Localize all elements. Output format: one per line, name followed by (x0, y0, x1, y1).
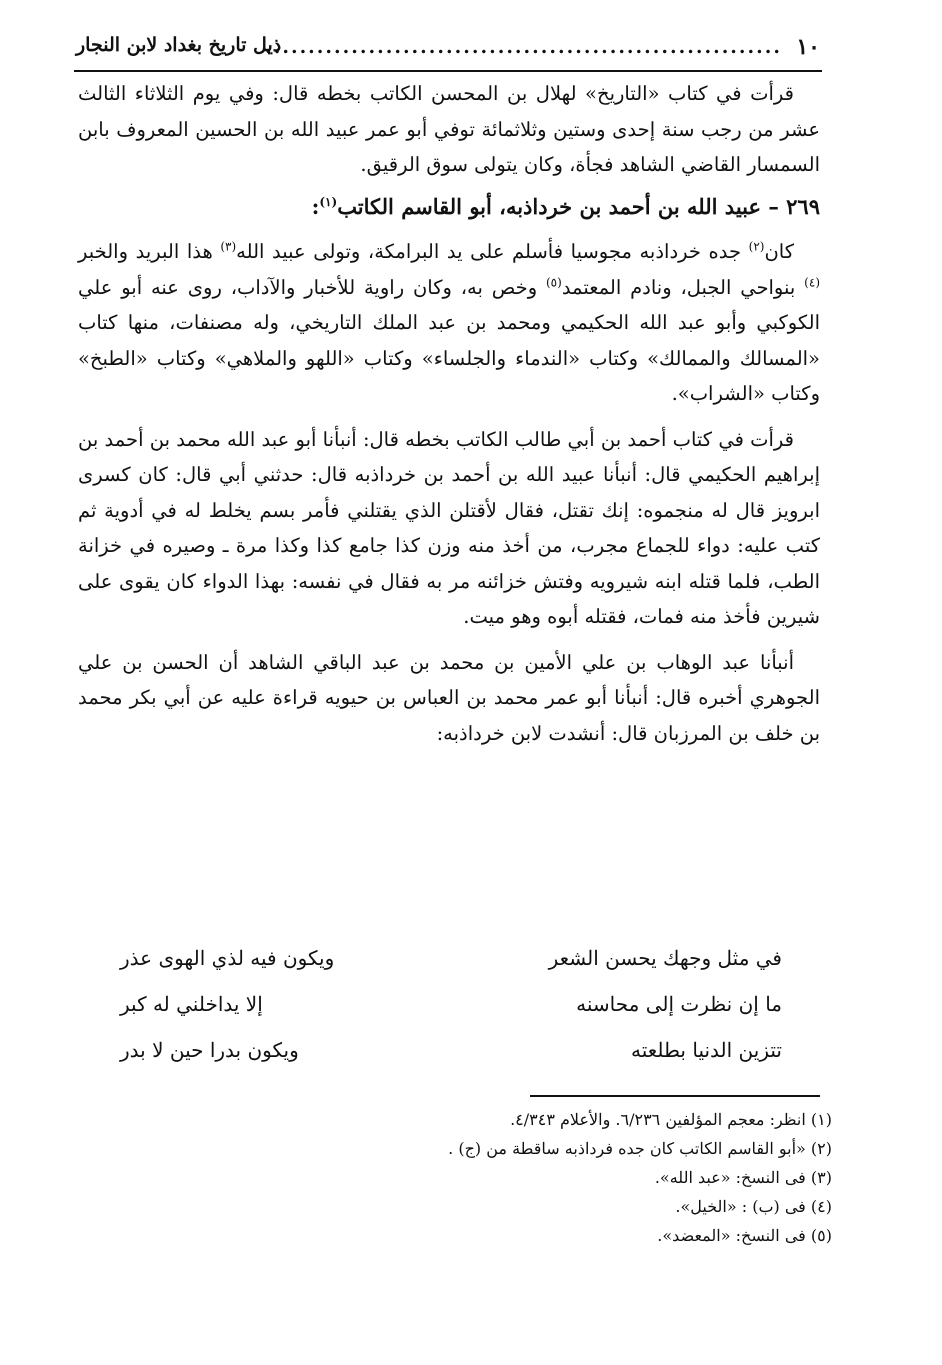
paragraph-3: قرأت في كتاب أحمد بن أبي طالب الكاتب بخطه قال: أنبأنا أبو عبد الله محمد بن أحمد بن إبراهيم الحكيمي قال: أنبأنا عبيد الله بن أحمد بن خرداذبه قال: حدثني أبي قال: كان كسرى ابرويز قال له منجموه: إنك تقتل، فقال لأقتلن الذي يقتلني فأمر بسم يخلط له في أدوية ثم كتب عليه: دواء للجماع مجرب، من أخذ منه وزن كذا جامع كذا وكذا مرة ـ وصيره في خزانة الطب، فلما قتله ابنه شيرويه وفتش خزائنه مر به فقال في نفسه: بهذا الدواء كان يقوى على شيرين فأخذ منه فمات، فقتله أبوه وهو ميت. (78, 427, 820, 628)
footnote-5: (٥) فى النسخ: «المعضد». (657, 1226, 832, 1245)
paragraph-4: أنبأنا عبد الوهاب بن علي الأمين بن محمد بن عبد الباقي الشاهد أن الحسن بن علي الجوهري أخبره قال: أنبأنا أبو عمر محمد بن العباس بن حيويه قراءة عليه عن أبي بكر محمد بن خلف بن المرزبان قال: أنشدت لابن خرداذبه: (78, 650, 820, 745)
footnote-ref-1: (١) (319, 194, 338, 209)
entry-heading-text: ٢٦٩ – عبيد الله بن أحمد بن خرداذبه، أبو القاسم الكاتب (337, 193, 820, 219)
header-rule (74, 70, 822, 72)
entry-heading-colon: : (311, 193, 320, 219)
p2-part-a: كان (764, 240, 794, 263)
footnote-separator (530, 1095, 820, 1097)
footnote-1: (١) انظر: معجم المؤلفين ٦/٢٣٦. والأعلام ٤/٣٤٣. (510, 1110, 832, 1129)
poem-verse (120, 1038, 782, 1084)
paragraph-1: قرأت في كتاب «التاريخ» لهلال بن المحسن الكاتب بخطه قال: وفي يوم الثلاثاء الثالث عشر من رجب سنة إحدى وستين وثلاثمائة توفي أبو عمر عبيد الله بن الحسين المعروف بابن السمسار القاضي الشاهد فجأة، وكان يتولى سوق الرقيق. (78, 82, 820, 176)
header-dot-leader: ............................................................ (265, 36, 782, 58)
verse-first-hemistich: تتزين الدنيا بطلعته (631, 1038, 782, 1062)
running-title: ذيل تاريخ بغداد لابن النجار (76, 34, 282, 56)
poem-verse (120, 946, 782, 992)
verse-first-hemistich: ما إن نظرت إلى محاسنه (576, 992, 782, 1016)
paragraph-2 (78, 234, 820, 412)
p2-part-e: وخص به، وكان راوية للأخبار والآداب، روى عنه أبو علي الكوكبي وأبو عبد الله الحكيمي ومحمد بن عبد الملك التاريخي، وله مصنفات، منها كتاب «المسالك والممالك» وكتاب «الندماء والجلساء» وكتاب «اللهو والملاهي» وكتاب «الطبخ» وكتاب «الشراب». (78, 275, 820, 405)
p2-part-d: بنواحي الجبل، ونادم المعتمد (561, 275, 805, 299)
footnote-ref-4: (٤) (804, 275, 820, 289)
entry-heading (78, 189, 820, 225)
page-number: ١٠ (796, 34, 820, 60)
poem-verse (120, 992, 782, 1038)
verse-second-hemistich: ويكون بدرا حين لا بدر (120, 1038, 299, 1062)
footnote-4: (٤) فى (ب) : «الخيل». (675, 1197, 832, 1216)
p2-part-c: هذا البريد والخبر (78, 240, 221, 263)
footnote-ref-2: (٢) (748, 239, 765, 254)
p2-part-b: جده خرداذبه مجوسيا فأسلم على يد البرامكة، وتولى عبيد الله (236, 240, 749, 263)
poem (120, 946, 782, 1084)
verse-second-hemistich: ويكون فيه لذي الهوى عذر (120, 946, 335, 970)
verse-second-hemistich: إلا يداخلني له كبر (120, 992, 263, 1016)
verse-first-hemistich: في مثل وجهك يحسن الشعر (548, 946, 782, 970)
main-text (78, 76, 820, 751)
footnote-3: (٣) فى النسخ: «عبد الله». (654, 1168, 832, 1187)
footnote-2: (٢) «أبو القاسم الكاتب كان جده فرداذبه ساقطة من (ج) . (448, 1139, 832, 1158)
footnote-ref-3: (٣) (220, 239, 237, 254)
running-header (76, 30, 820, 70)
footnote-ref-5: (٥) (545, 275, 562, 289)
footnotes (448, 1105, 832, 1250)
